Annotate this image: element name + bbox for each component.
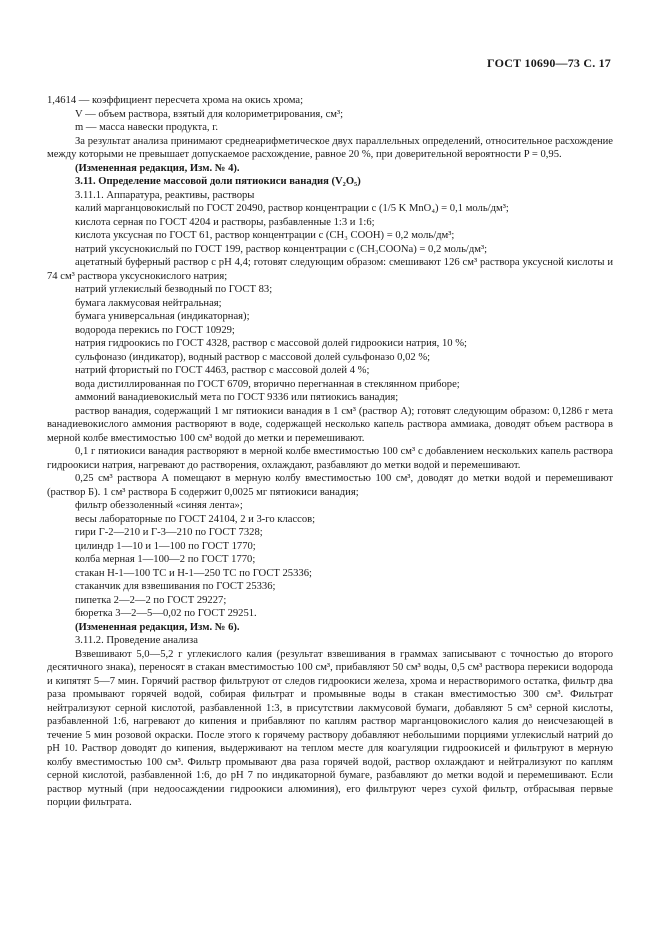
text-paragraph: 1,4614 — коэффициент пересчета хрома на окись хрома; [47,95,304,106]
text-paragraph: цилиндр 1—10 и 1—100 по ГОСТ 1770; [75,540,256,552]
text-paragraph: сульфоназо (индикатор), водный раствор с массовой долей сульфоназо 0,02 %; [75,351,431,363]
text-paragraph: стаканчик для взвешивания по ГОСТ 25336; [75,581,276,592]
text-paragraph: пипетка 2—2—2 по ГОСТ 29227; [75,594,227,606]
text-paragraph: m — масса навески продукта, г. [75,122,218,133]
text-paragraph: За результат анализа принимают среднеарифметическое двух параллельных определений, относительное расхождение между которыми не превышает допускаемое расхождение, равное 20 %, при доверительной вероятности P = 0,95. [47,135,613,160]
text-paragraph: калий марганцовокислый по ГОСТ 20490, раствор концентрации c (1/5 K MnO₄) = 0,1 моль/дм³; [75,203,509,214]
text-paragraph: кислота уксусная по ГОСТ 61, раствор концентрации c (CH₃ COOH) = 0,2 моль/дм³; [75,230,455,241]
text-paragraph: раствор ванадия, содержащий 1 мг пятиокиси ванадия в 1 см³ (раствор А); готовят следующим образом: 0,1286 г мета ванадиевокислого аммония растворяют в воде, содержащей несколько капель раствора аммиака, доводят объем раствора в мерной колбе вместимостью 100 см³ водой до метки и перемешивают. [47,405,613,444]
text-paragraph: V — объем раствора, взятый для колориметрирования, см³; [75,108,344,120]
text-paragraph: 3.11.1. Аппаратура, реактивы, растворы [75,189,255,201]
text-paragraph: кислота серная по ГОСТ 4204 и растворы, разбавленные 1:3 и 1:6; [75,216,375,228]
text-paragraph: натрия гидроокись по ГОСТ 4328, раствор с массовой долей гидроокиси натрия, 10 %; [75,338,467,349]
text-paragraph: гири Г-2—210 и Г-3—210 по ГОСТ 7328; [75,527,263,538]
text-paragraph: вода дистиллированная по ГОСТ 6709, вторично перегнанная в стеклянном приборе; [75,378,460,390]
text-paragraph: ацетатный буферный раствор с pH 4,4; готовят следующим образом: смешивают 126 см³ раствора уксусной кислоты и 74 см³ раствора уксуснокислого натрия; [47,257,613,282]
text-paragraph: стакан Н-1—100 ТС и Н-1—250 ТС по ГОСТ 25336; [75,567,312,579]
text-paragraph: (Измененная редакция, Изм. № 4). [75,162,240,174]
text-paragraph: 3.11. Определение массовой доли пятиокиси ванадия (V₂O₅) [75,176,361,187]
text-paragraph: фильтр обеззоленный «синяя лента»; [75,500,243,511]
text-paragraph: натрий фтористый по ГОСТ 4463, раствор с массовой долей 4 %; [75,365,370,376]
text-paragraph: аммоний ванадиевокислый мета по ГОСТ 9336 или пятиокись ванадия; [75,392,399,403]
text-paragraph: бумага универсальная (индикаторная); [75,311,250,322]
text-paragraph: бумага лакмусовая нейтральная; [75,297,222,309]
text-paragraph: 0,25 см³ раствора А помещают в мерную колбу вместимостью 100 см³, доводят до метки водой и перемешивают (раствор Б). 1 см³ раствора Б содержит 0,0025 мг пятиокиси ванадия; [47,473,613,498]
text-paragraph: колба мерная 1—100—2 по ГОСТ 1770; [75,554,256,565]
text-paragraph: 0,1 г пятиокиси ванадия растворяют в мерной колбе вместимостью 100 см³ с добавлением нескольких капель раствора гидроокиси натрия, нагревают до растворения, охлаждают, разбавляют до метки водой и перемешивают. [47,446,613,471]
text-paragraph: натрий уксуснокислый по ГОСТ 199, раствор концентрации c (CH₃COONa) = 0,2 моль/дм³; [75,243,488,255]
page-header: ГОСТ 10690—73 С. 17 [487,56,611,70]
text-paragraph: бюретка 3—2—5—0,02 по ГОСТ 29251. [75,608,257,619]
text-paragraph: натрий углекислый безводный по ГОСТ 83; [75,284,273,295]
text-paragraph: 3.11.2. Проведение анализа [75,635,198,646]
text-paragraph: (Измененная редакция, Изм. № 6). [75,621,240,633]
text-paragraph: Взвешивают 5,0—5,2 г углекислого калия (результат взвешивания в граммах записывают с точностью до второго десятичного знака), переносят в стакан вместимостью 100 см³, прибавляют 50 см³ воды, 0,5 см³ раствора перекиси водорода и кипятят 5—7 мин. Горячий раствор фильтруют от следов гидроокиси железа, хрома и нерастворимого остатка, фильтр два раза промывают горячей водой, собирая фильтрат и промывные воды в стакан вместимостью 300 см³. Фильтрат нейтрализуют серной кислотой, разбавленной 1:3, в присутствии лакмусовой бумаги, добавляют 5 см³ серной кислоты, разбавленной 1:6, нагревают до кипения и прибавляют по каплям раствор марганцовокислого калия до неисчезающей в течение 5 мин розовой окраски. После этого к горячему раствору добавляют небольшими порциями углекислый натрий до pH 10. Раствор доводят до кипения, выдерживают на теплом месте для коагуляции гидроокисей и фильтруют в мерную колбу вместимостью 100 см³. Фильтр промывают два раза горячей водой, раствор охлаждают и нейтрализуют по каплям серной кислотой, разбавленной 1:6, до pH 7 по индикаторной бумаге, разбавляют до метки водой и перемешивают. Если раствор мутный (при недоосаждении гидроокиси алюминия), его фильтруют через сухой фильтр, отбрасывая первые порции фильтрата. [47,648,613,808]
text-paragraph: весы лабораторные по ГОСТ 24104, 2 и 3-го классов; [75,513,316,525]
text-paragraph: водорода перекись по ГОСТ 10929; [75,324,235,336]
document-body [47,94,613,810]
